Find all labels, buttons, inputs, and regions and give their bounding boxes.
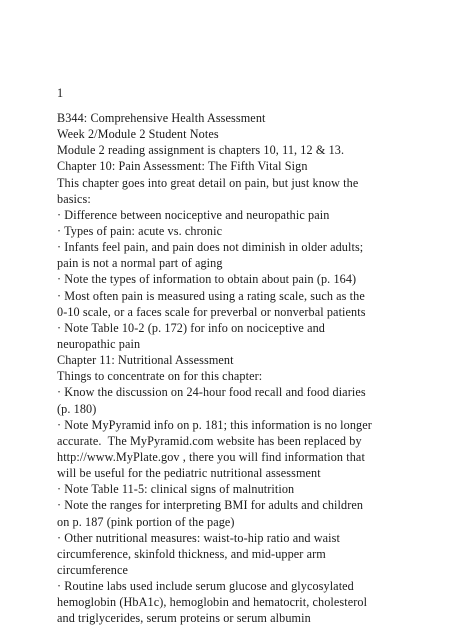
- bullet-item: · Note the types of information to obtain about pain (p. 164): [57, 272, 357, 287]
- text-line: and triglycerides, serum proteins or serum albumin: [57, 611, 311, 626]
- course-title: B344: Comprehensive Health Assessment: [57, 111, 266, 125]
- module-title: Week 2/Module 2 Student Notes: [57, 127, 219, 142]
- text-line: basics:: [57, 191, 91, 206]
- text-line: accurate. The MyPyramid.com website has been replaced by: [57, 433, 362, 448]
- text-line: 0-10 scale, or a faces scale for preverbal or nonverbal patients: [57, 304, 366, 319]
- text-line: neuropathic pain: [57, 336, 141, 351]
- text-line: (p. 180): [57, 401, 97, 416]
- text-line: pain is not a normal part of aging: [57, 256, 223, 271]
- bullet-item: · Other nutritional measures: waist-to-hip ratio and waist: [57, 530, 340, 545]
- bullet-item: · Difference between nociceptive and neuropathic pain: [57, 207, 330, 222]
- text-line: This chapter goes into great detail on pain, but just know the: [57, 175, 359, 190]
- text-line: Things to concentrate on for this chapter:: [57, 369, 263, 384]
- text-line: http://www.MyPlate.gov , there you will find information that: [57, 449, 365, 464]
- bullet-item: · Note the ranges for interpreting BMI for adults and children: [57, 498, 364, 513]
- bullet-item: · Know the discussion on 24-hour food recall and food diaries: [57, 385, 366, 400]
- bullet-item: · Most often pain is measured using a rating scale, such as the: [57, 288, 365, 303]
- text-line: circumference: [57, 562, 128, 577]
- chapter-10-heading: Chapter 10: Pain Assessment: The Fifth Vital Sign: [57, 159, 308, 174]
- bullet-item: · Routine labs used include serum glucose and glycosylated: [57, 579, 354, 594]
- text-line: will be useful for the pediatric nutritional assessment: [57, 466, 321, 481]
- bullet-item: · Note Table 11-5: clinical signs of malnutrition: [57, 482, 295, 497]
- reading-assignment: Module 2 reading assignment is chapters 10, 11, 12 & 13.: [57, 143, 345, 158]
- bullet-item: · Note MyPyramid info on p. 181; this information is no longer: [57, 417, 372, 432]
- text-line: circumference, skinfold thickness, and mid-upper arm: [57, 546, 326, 561]
- document-body: [57, 110, 447, 627]
- text-line: hemoglobin (HbA1c), hemoglobin and hematocrit, cholesterol: [57, 595, 368, 610]
- bullet-item: · Types of pain: acute vs. chronic: [57, 223, 223, 238]
- bullet-item: · Infants feel pain, and pain does not diminish in older adults;: [57, 240, 364, 255]
- bullet-item: · Note Table 10-2 (p. 172) for info on nociceptive and: [57, 320, 325, 335]
- chapter-11-heading: Chapter 11: Nutritional Assessment: [57, 353, 234, 368]
- text-line: on p. 187 (pink portion of the page): [57, 514, 235, 529]
- page-number: 1: [57, 86, 64, 100]
